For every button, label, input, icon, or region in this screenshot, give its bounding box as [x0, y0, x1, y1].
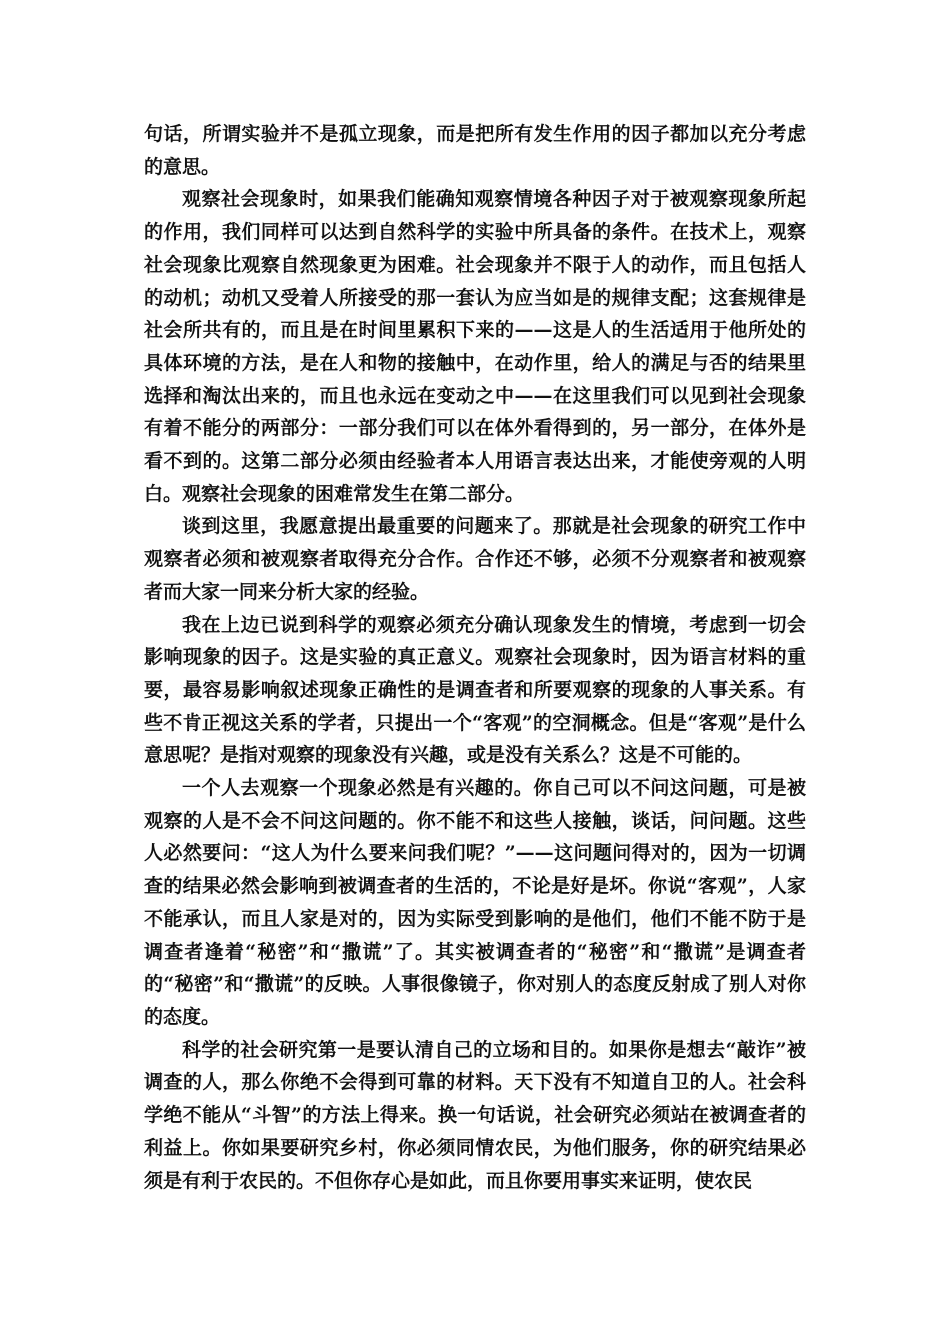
paragraph-4: 我在上边已说到科学的观察必须充分确认现象发生的情境，考虑到一切会影响现象的因子。这是实验的真正意义。观察社会现象时，因为语言材料的重要，最容易影响叙述现象正确性的是调查者和所要观察的现象的人事关系。有些不肯正视这关系的学者，只提出一个“客观”的空洞概念。但是“客观”是什么意思呢？是指对观察的现象没有兴趣，或是没有关系么？这是不可能的。	[144, 613, 806, 767]
paragraph-5: 一个人去观察一个现象必然是有兴趣的。你自己可以不问这问题，可是被观察的人是不会不问这问题的。你不能不和这些人接触，谈话，问问题。这些人必然要问：“这人为什么要来问我们呢？”——这问题问得对的，因为一切调查的结果必然会影响到被调查者的生活的，不论是好是坏。你说“客观”，人家不能承认，而且人家是对的，因为实际受到影响的是他们，他们不能不防于是调查者逢着“秘密”和“撒谎”了。其实被调查者的“秘密”和“撒谎”是调查者的“秘密”和“撒谎”的反映。人事很像镜子，你对别人的态度反射成了别人对你的态度。	[144, 777, 806, 1028]
paragraph-3: 谈到这里，我愿意提出最重要的问题来了。那就是社会现象的研究工作中观察者必须和被观察者取得充分合作。合作还不够，必须不分观察者和被观察者而大家一同来分析大家的经验。	[144, 515, 806, 603]
paragraph-2: 观察社会现象时，如果我们能确知观察情境各种因子对于被观察现象所起的作用，我们同样可以达到自然科学的实验中所具备的条件。在技术上，观察社会现象比观察自然现象更为困难。社会现象并不限于人的动作，而且包括人的动机；动机又受着人所接受的那一套认为应当如是的规律支配；这套规律是社会所共有的，而且是在时间里累积下来的——这是人的生活适用于他所处的具体环境的方法，是在人和物的接触中，在动作里，给人的满足与否的结果里选择和淘汰出来的，而且也永远在变动之中——在这里我们可以见到社会现象有着不能分的两部分：一部分我们可以在体外看得到的，另一部分，在体外是看不到的。这第二部分必须由经验者本人用语言表达出来，才能使旁观的人明白。观察社会现象的困难常发生在第二部分。	[144, 188, 806, 505]
paragraph-6: 科学的社会研究第一是要认清自己的立场和目的。如果你是想去“敲诈”被调查的人，那么你绝不会得到可靠的材料。天下没有不知道自卫的人。社会科学绝不能从“斗智”的方法上得来。换一句话说，社会研究必须站在被调查者的利益上。你如果要研究乡村，你必须同情农民，为他们服务，你的研究结果必须是有利于农民的。不但你存心是如此，而且你要用事实来证明，使农民	[144, 1038, 806, 1192]
paragraph-1: 句话，所谓实验并不是孤立现象，而是把所有发生作用的因子都加以充分考虑的意思。	[144, 123, 806, 178]
document-page	[144, 118, 806, 1197]
